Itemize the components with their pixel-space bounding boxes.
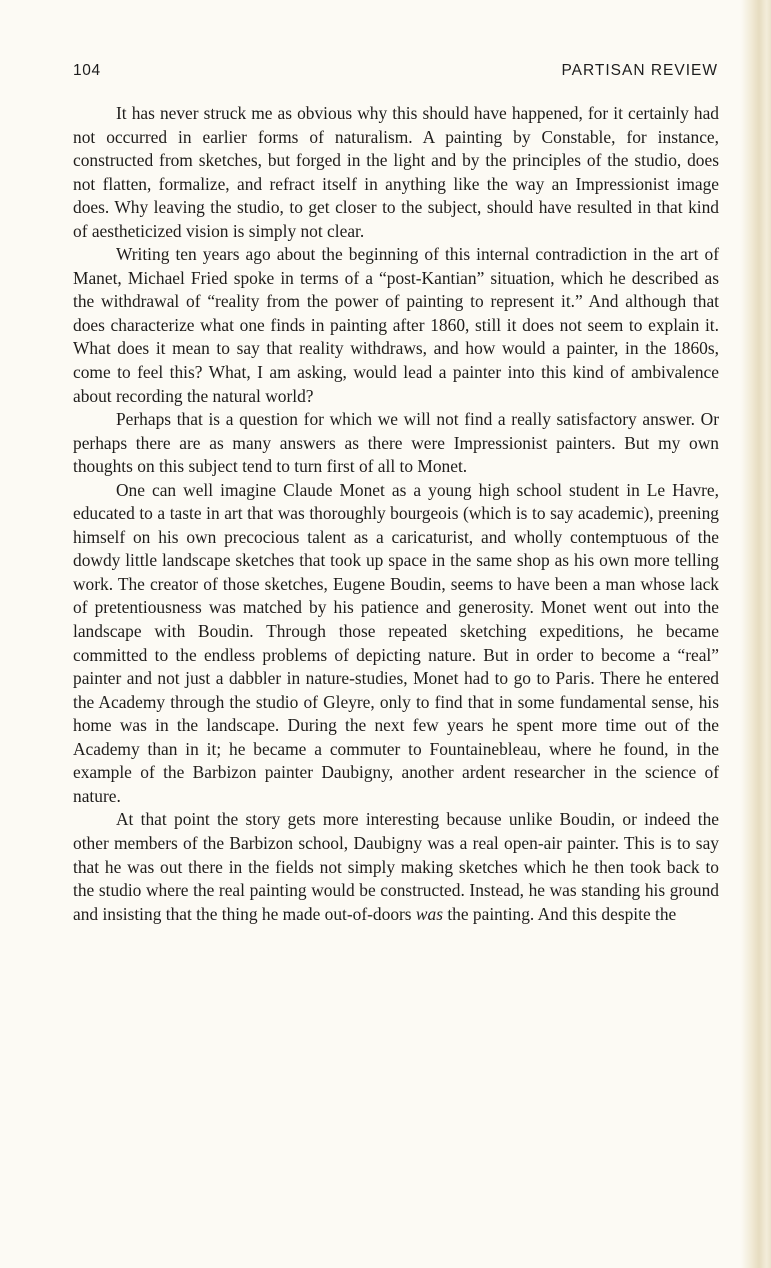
paragraph-5-text-before: At that point the story gets more interesting because unlike Boudin, or indeed the other members of the Barbizon school, Daubigny was a real open-air painter. This is to say that he was out there in the fields not simply making sketches which he then took back to the studio where the real painting would be constructed. Instead, he was standing his ground and insisting that the thing he made out-of-doors	[73, 809, 719, 924]
running-head: PARTISAN REVIEW	[561, 62, 718, 79]
body-text	[73, 102, 719, 926]
page-number: 104	[73, 62, 101, 79]
page-edge-shadow	[741, 0, 771, 1268]
paragraph-2: Writing ten years ago about the beginning of this internal contradiction in the art of Manet, Michael Fried spoke in terms of a “post-Kantian” situation, which he described as the withdrawal of “reality from the power of painting to represent it.” And although that does characterize what one finds in painting after 1860, still it does not seem to explain it. What does it mean to say that reality withdraws, and how would a painter, in the 1860s, come to feel this? What, I am asking, would lead a painter into this kind of ambivalence about recording the natural world?	[73, 244, 719, 406]
paragraph-1: It has never struck me as obvious why this should have happened, for it certainly had not occurred in earlier forms of naturalism. A painting by Constable, for instance, constructed from sketches, but forged in the light and by the principles of the studio, does not flatten, formalize, and refract itself in anything like the way an Impressionist image does. Why leaving the studio, to get closer to the subject, should have resulted in that kind of aestheticized vision is simply not clear.	[73, 103, 719, 241]
paragraph-5	[73, 808, 719, 926]
page-header	[73, 62, 718, 86]
emphasis-was: was	[415, 903, 443, 924]
paragraph-3: Perhaps that is a question for which we will not find a really satisfactory answer. Or perhaps there are as many answers as there were Impressionist painters. But my own thoughts on this subject tend to turn first of all to Monet.	[73, 409, 719, 477]
paragraph-4: One can well imagine Claude Monet as a young high school student in Le Havre, educated to a taste in art that was thoroughly bourgeois (which is to say academic), preening himself on his own precocious talent as a caricaturist, and wholly contemptuous of the dowdy little landscape sketches that took up space in the same shop as his own more telling work. The creator of those sketches, Eugene Boudin, seems to have been a man whose lack of pretentiousness was matched by his patience and generosity. Monet went out into the landscape with Boudin. Through those repeated sketching expeditions, he became committed to the endless problems of depicting nature. But in order to become a “real” painter and not just a dabbler in nature-studies, Monet had to go to Paris. There he entered the Academy through the studio of Gleyre, only to find that in some fundamental sense, his home was in the landscape. During the next few years he spent more time out of the Academy than in it; he became a commuter to Fountainebleau, where he found, in the example of the Barbizon painter Daubigny, another ardent researcher in the science of nature.	[73, 479, 719, 806]
paragraph-5-text-after: the painting. And this despite the	[442, 903, 677, 924]
